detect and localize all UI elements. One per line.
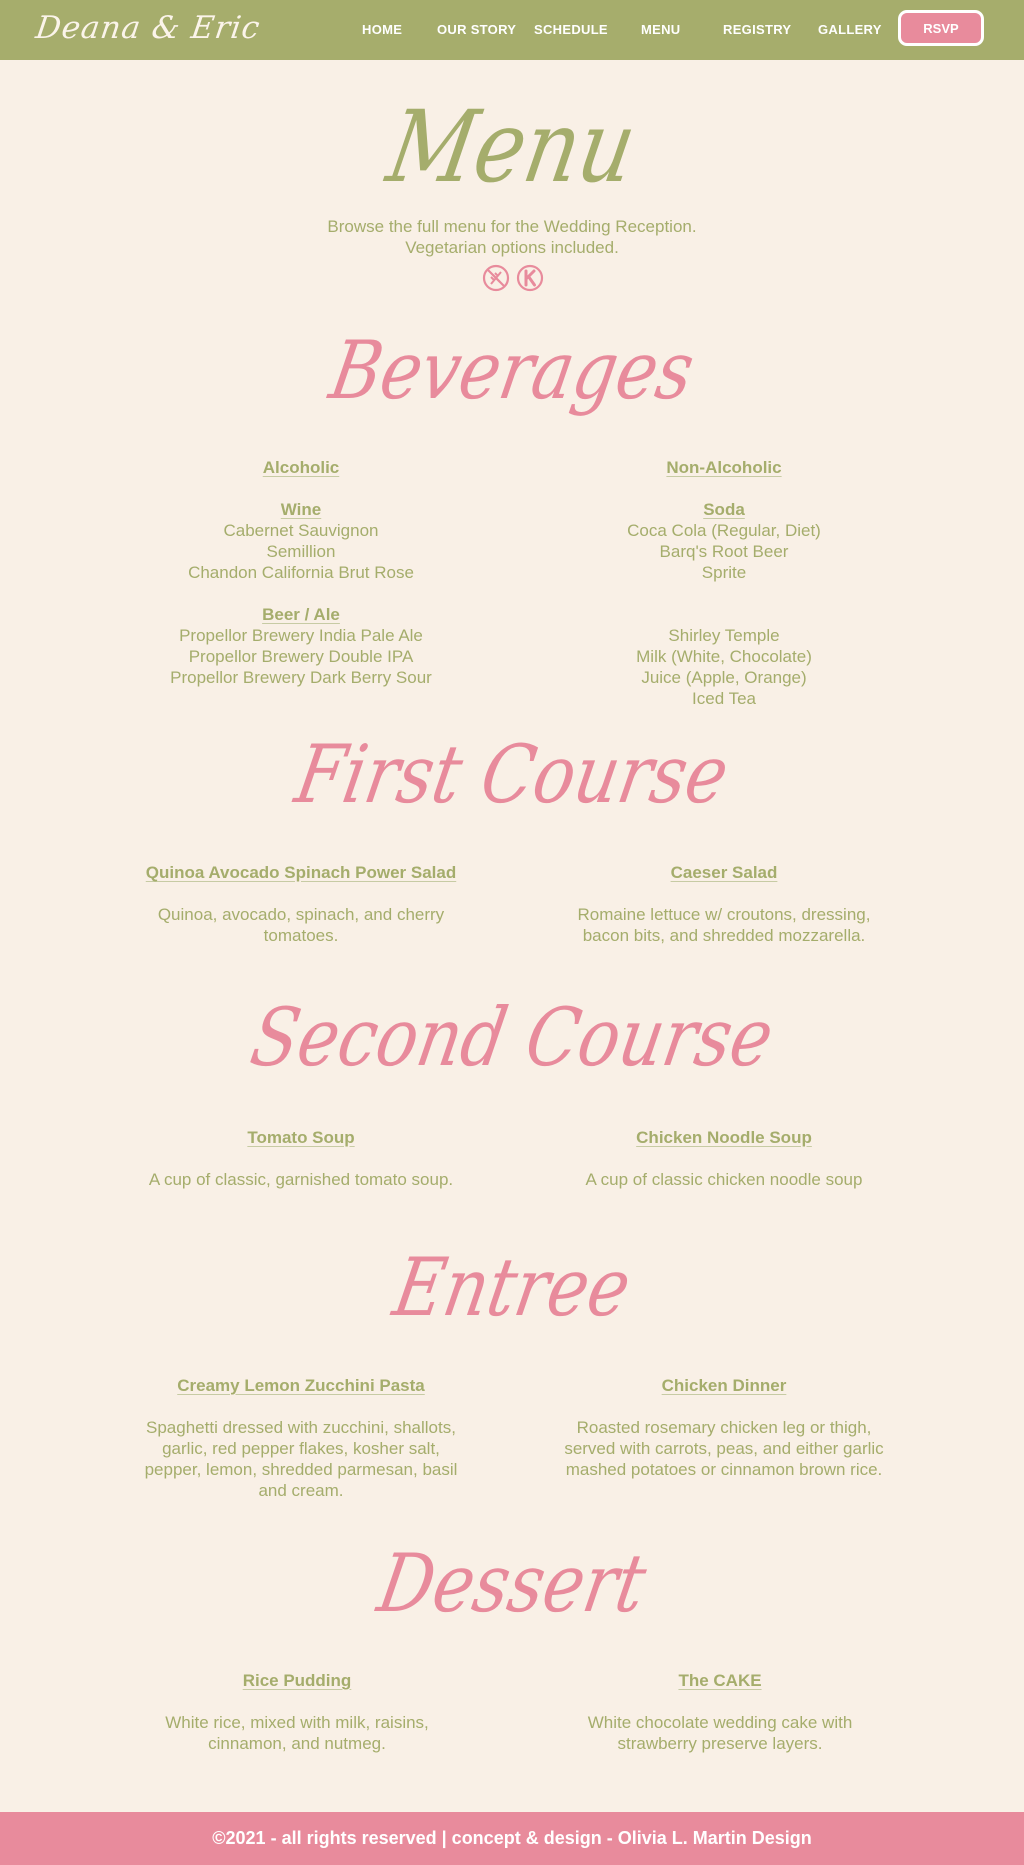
non-alcoholic-column	[559, 457, 889, 709]
list-item: Coca Cola (Regular, Diet)	[627, 521, 821, 540]
footer-copyright: ©2021 - all rights reserved | concept & design - Olivia L. Martin Design	[212, 1828, 812, 1848]
list-item: Milk (White, Chocolate)	[636, 647, 812, 666]
dish-name: Tomato Soup	[247, 1128, 355, 1147]
dish-name: The CAKE	[678, 1671, 762, 1690]
dish-description: Spaghetti dressed with zucchini, shallots, garlic, red pepper flakes, kosher salt, pepper, lemon, shredded parmesan, basil and cream.	[144, 1418, 458, 1500]
soda-heading: Soda	[703, 500, 745, 519]
list-item: Propellor Brewery India Pale Ale	[179, 626, 423, 645]
dish-name: Creamy Lemon Zucchini Pasta	[177, 1376, 425, 1395]
dish-description: Quinoa, avocado, spinach, and cherry tomatoes.	[157, 905, 445, 945]
menu-item-caeser-salad	[559, 862, 889, 946]
dietary-icons	[482, 264, 544, 292]
no-gluten-icon	[482, 264, 510, 292]
wine-heading: Wine	[280, 500, 322, 519]
menu-intro	[0, 216, 1024, 258]
kosher-icon	[516, 264, 544, 292]
non-alcoholic-heading: Non-Alcoholic	[666, 458, 782, 477]
dish-description: Romaine lettuce w/ croutons, dressing, bacon bits, and shredded mozzarella.	[577, 905, 871, 945]
list-item: Chandon California Brut Rose	[188, 563, 414, 582]
list-item: Propellor Brewery Dark Berry Sour	[170, 668, 432, 687]
menu-item-zucchini-pasta	[136, 1375, 466, 1501]
intro-line-1: Browse the full menu for the Wedding Reception.	[327, 217, 697, 236]
menu-item-tomato-soup	[136, 1127, 466, 1190]
dish-description: A cup of classic, garnished tomato soup.	[148, 1170, 454, 1189]
list-item: Semillion	[266, 542, 336, 561]
menu-item-chicken-dinner	[559, 1375, 889, 1480]
dish-description: A cup of classic chicken noodle soup	[585, 1170, 863, 1189]
nav-gallery[interactable]: GALLERY	[818, 22, 882, 37]
menu-item-rice-pudding	[132, 1670, 462, 1754]
nav-schedule[interactable]: SCHEDULE	[534, 22, 608, 37]
dish-name: Chicken Noodle Soup	[636, 1128, 812, 1147]
beer-heading: Beer / Ale	[262, 605, 340, 624]
dish-name: Caeser Salad	[670, 863, 778, 882]
menu-item-chicken-noodle-soup	[559, 1127, 889, 1190]
section-title-beverages: Beverages	[323, 324, 701, 419]
site-footer	[0, 1812, 1024, 1865]
section-title-first-course: First Course	[288, 728, 736, 823]
section-title-entree: Entree	[386, 1241, 638, 1336]
dish-name: Chicken Dinner	[661, 1376, 787, 1395]
intro-line-2: Vegetarian options included.	[405, 238, 619, 257]
dish-name: Rice Pudding	[242, 1671, 352, 1690]
dish-description: Roasted rosemary chicken leg or thigh, served with carrots, peas, and either garlic mashed potatoes or cinnamon brown rice.	[564, 1418, 884, 1479]
list-item: Cabernet Sauvignon	[223, 521, 379, 540]
nav-home[interactable]: HOME	[362, 22, 403, 37]
site-logo[interactable]: Deana & Eric	[33, 10, 263, 46]
list-item: Barq's Root Beer	[659, 542, 789, 561]
section-title-second-course: Second Course	[244, 991, 780, 1086]
list-item: Propellor Brewery Double IPA	[188, 647, 414, 666]
nav-registry[interactable]: REGISTRY	[723, 22, 792, 37]
top-navigation-bar	[0, 0, 1024, 60]
menu-item-quinoa-salad	[136, 862, 466, 946]
list-item: Iced Tea	[692, 689, 756, 708]
dish-name: Quinoa Avocado Spinach Power Salad	[145, 863, 457, 882]
menu-item-the-cake	[555, 1670, 885, 1754]
alcoholic-column	[136, 457, 466, 688]
dish-description: White chocolate wedding cake with strawberry preserve layers.	[587, 1713, 853, 1753]
rsvp-button[interactable]: RSVP	[898, 10, 984, 46]
section-title-dessert: Dessert	[371, 1537, 653, 1632]
alcoholic-heading: Alcoholic	[262, 458, 340, 477]
dish-description: White rice, mixed with milk, raisins, cinnamon, and nutmeg.	[165, 1713, 429, 1753]
list-item: Shirley Temple	[668, 626, 780, 645]
page-title: Menu	[379, 89, 645, 205]
list-item: Sprite	[701, 563, 747, 582]
nav-our-story[interactable]: OUR STORY	[437, 22, 517, 37]
nav-menu[interactable]: MENU	[641, 22, 681, 37]
list-item: Juice (Apple, Orange)	[641, 668, 807, 687]
